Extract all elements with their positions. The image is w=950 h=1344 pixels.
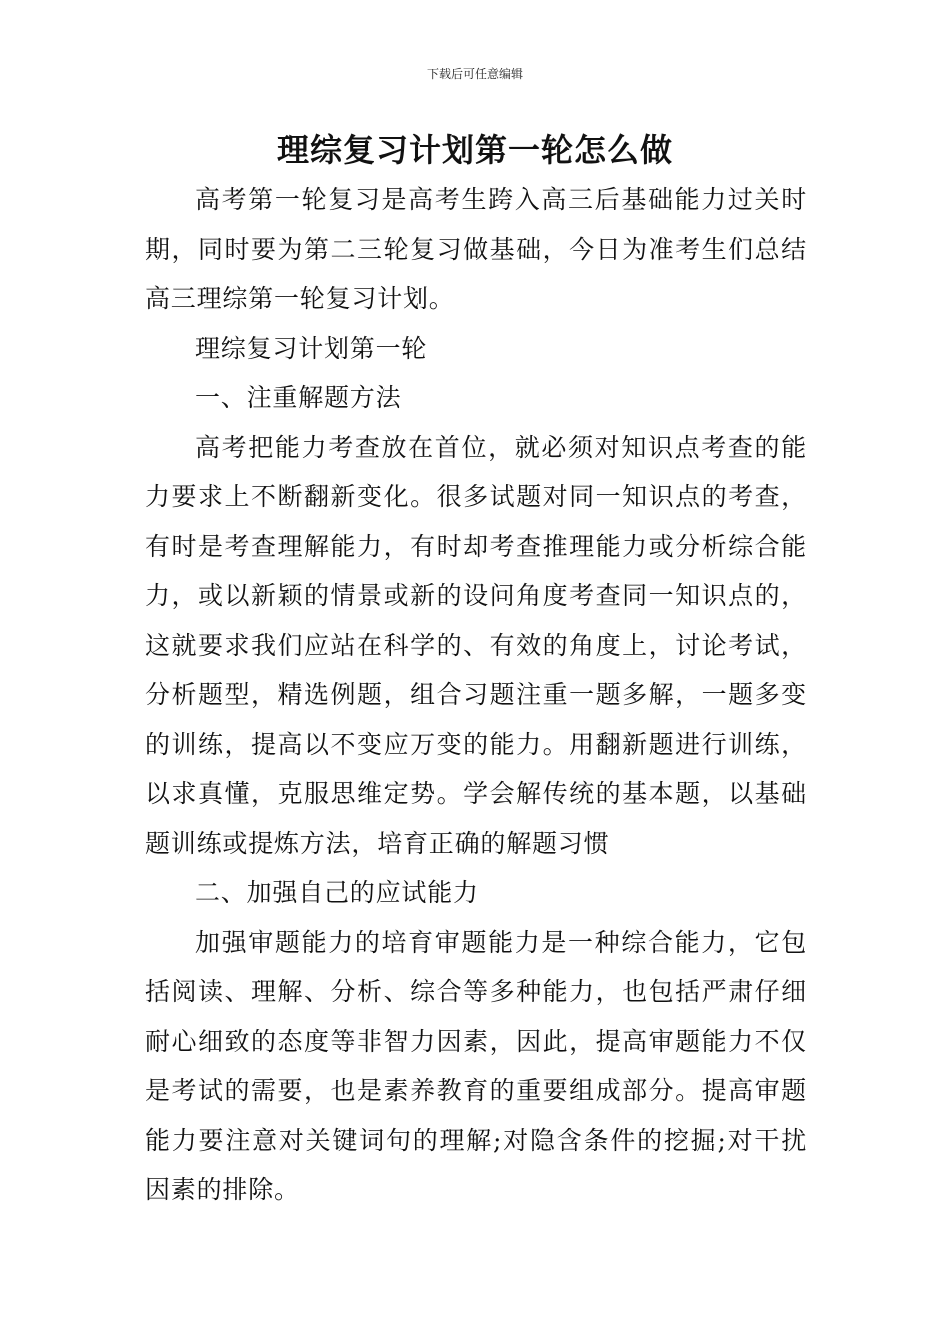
paragraph-exam-skills: 加强审题能力的培育审题能力是一种综合能力，它包括阅读、理解、分析、综合等多种能力，也包括严肃仔细耐心细致的态度等非智力因素，因此，提高审题能力不仅是考试的需要，也是素养教育的重要组成部分。提高审题能力要注意对关键词句的理解;对隐含条件的挖掘;对干扰因素的排除。 [145, 927, 807, 1204]
header-note: 下载后可任意编辑 [426, 67, 523, 81]
document-body [145, 175, 807, 1215]
section-heading-1: 一、注重解题方法 [195, 383, 402, 412]
section-heading-plan: 理综复习计划第一轮 [195, 333, 428, 363]
paragraph-methods: 高考把能力考查放在首位，就必须对知识点考查的能力要求上不断翻新变化。很多试题对同一知识点的考查，有时是考查理解能力，有时却考查推理能力或分析综合能力，或以新颖的情景或新的设问角度考查同一知识点的，这就要求我们应站在科学的、有效的角度上，讨论考试，分析题型，精选例题，组合习题注重一题多解，一题多变的训练，提高以不变应万变的能力。用翻新题进行训练，以求真懂，克服思维定势。学会解传统的基本题，以基础题训练或提炼方法，培育正确的解题习惯 [145, 432, 807, 858]
section-heading-2: 二、加强自己的应试能力 [195, 878, 479, 907]
paragraph-intro: 高考第一轮复习是高考生跨入高三后基础能力过关时期，同时要为第二三轮复习做基础，今日为准考生们总结高三理综第一轮复习计划。 [145, 185, 807, 313]
document-title: 理综复习计划第一轮怎么做 [276, 131, 673, 169]
